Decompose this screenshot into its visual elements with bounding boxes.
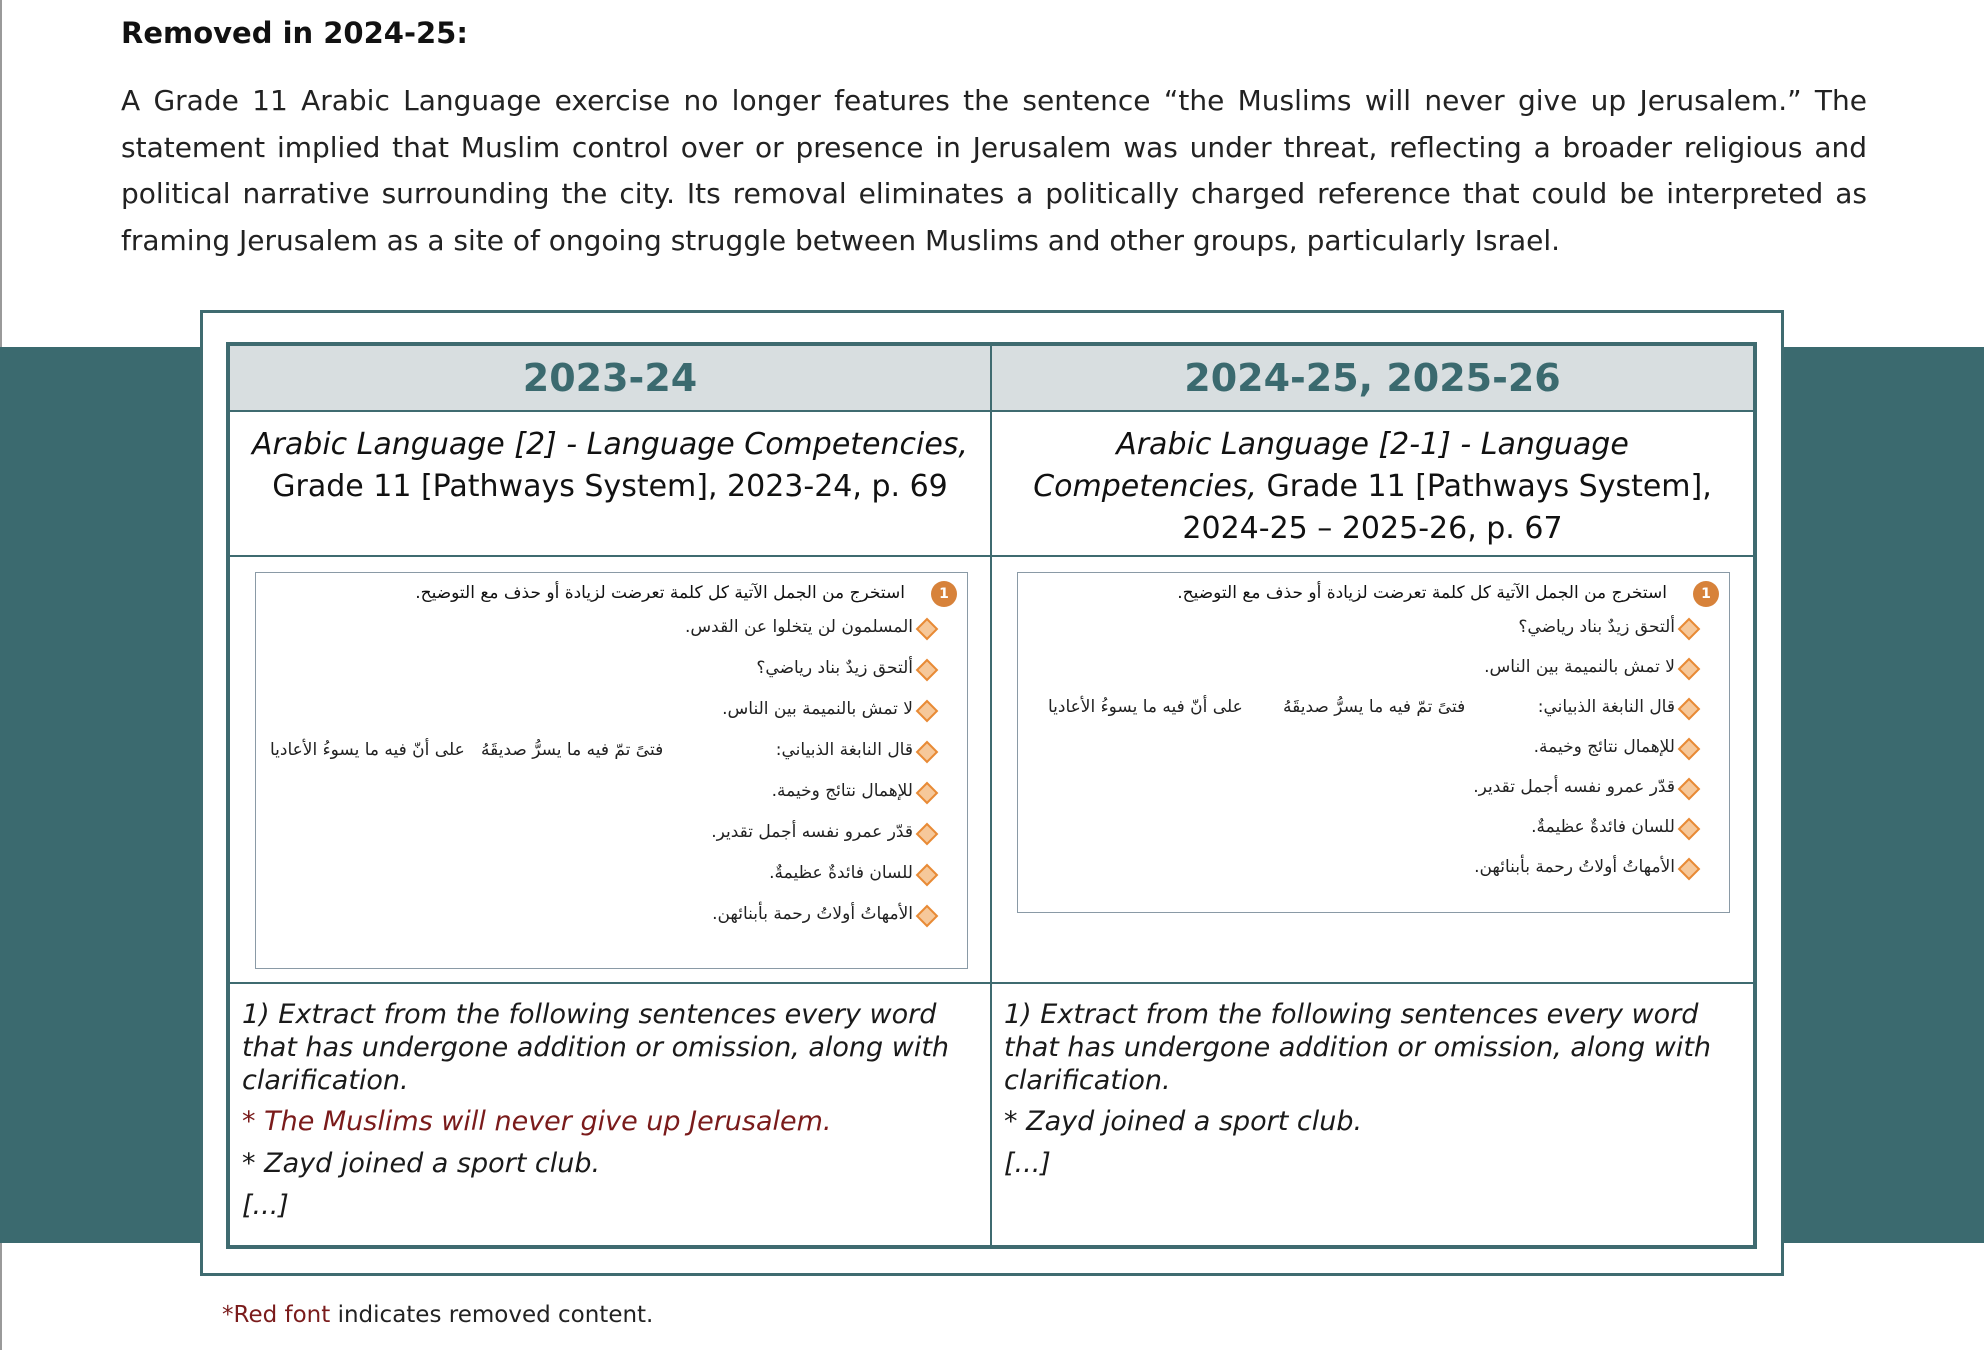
translation-line-left: * Zayd joined a sport club. (242, 1148, 601, 1179)
comparison-frame (200, 310, 1784, 1276)
ellipsis-right: [...] (1004, 1148, 1051, 1179)
excerpt-line: ألتحق زيدٌ بناد رياضي؟ (756, 658, 913, 678)
bullet-diamond-icon (916, 905, 939, 928)
bullet-diamond-icon (916, 741, 939, 764)
excerpt-line: للسان فائدةٌ عظيمةٌ. (769, 863, 913, 883)
excerpt-line: للإهمال نتائج وخيمة. (1533, 737, 1675, 757)
excerpt-line: قدّر عمرو نفسه أجمل تقدير. (1473, 777, 1675, 797)
bullet-diamond-icon (1678, 778, 1701, 801)
exercise-instruction: استخرج من الجمل الآتية كل كلمة تعرضت لزيادة أو حذف مع التوضيح. (1177, 583, 1667, 603)
comparison-table (226, 342, 1757, 1249)
bullet-diamond-icon (1678, 618, 1701, 641)
excerpt-line: ألتحق زيدٌ بناد رياضي؟ (1518, 617, 1675, 637)
translation-right (992, 984, 1753, 1245)
bullet-diamond-icon (916, 700, 939, 723)
excerpt-line: الأمهاتُ أولاتُ رحمة بأبنائهن. (1474, 857, 1675, 877)
translation-left (230, 984, 992, 1245)
excerpt-line: للسان فائدةٌ عظيمةٌ. (1531, 817, 1675, 837)
source-citation-left (230, 412, 992, 557)
source-detail-left: Grade 11 [Pathways System], 2023-24, p. 69 (272, 469, 948, 504)
excerpt-cell-left (230, 557, 992, 984)
bullet-diamond-icon (916, 864, 939, 887)
bullet-diamond-icon (1678, 738, 1701, 761)
footnote-text: indicates removed content. (330, 1302, 654, 1328)
textbook-excerpt-right (1017, 572, 1730, 913)
exercise-number-icon: 1 (1693, 581, 1719, 607)
excerpt-cell-right (992, 557, 1753, 984)
source-title-right: Arabic Language [2-1] - Language Competencies, (1033, 427, 1629, 504)
verse-second-half: على أنّ فيه ما يسوءُ الأعاديا (270, 740, 465, 760)
verse-first-half: فتىً تمّ فيه ما يسرُّ صديقَهُ (1283, 697, 1466, 717)
translation-line-right: * Zayd joined a sport club. (1004, 1106, 1363, 1137)
source-citation-right (992, 412, 1753, 557)
source-title-left: Arabic Language [2] - Language Competencies, (252, 427, 968, 462)
excerpt-line: قدّر عمرو نفسه أجمل تقدير. (711, 822, 913, 842)
footnote-red-label: *Red font (222, 1302, 331, 1328)
exercise-instruction: استخرج من الجمل الآتية كل كلمة تعرضت لزيادة أو حذف مع التوضيح. (415, 583, 905, 603)
excerpt-line: لا تمش بالنميمة بين الناس. (722, 699, 913, 719)
textbook-excerpt-left (255, 572, 968, 969)
footnote (222, 1302, 653, 1328)
source-detail-right: Grade 11 [Pathways System], 2024-25 – 2025-26, p. 67 (1182, 469, 1712, 546)
ellipsis-left: [...] (242, 1190, 289, 1221)
bullet-diamond-icon (1678, 698, 1701, 721)
excerpt-line: قال النابغة الذبياني: (1537, 697, 1675, 717)
translation-instruction-right: 1) Extract from the following sentences every word that has undergone addition or omission, along with clarification. (1004, 999, 1712, 1096)
bullet-diamond-icon (916, 659, 939, 682)
header-2024-26: 2024-25, 2025-26 (992, 346, 1753, 412)
intro-paragraph: A Grade 11 Arabic Language exercise no longer features the sentence “the Muslims will never give up Jerusalem.” The statement implied that Muslim control over or presence in Jerusalem was under threat, reflecting a broader religious and political narrative surrounding the city. Its removal eliminates a politically charged reference that could be interpreted as framing Jerusalem as a site of ongoing struggle between Muslims and other groups, particularly Israel. (121, 84, 1867, 257)
excerpt-line: للإهمال نتائج وخيمة. (771, 781, 913, 801)
removed-sentence: * The Muslims will never give up Jerusalem. (242, 1106, 832, 1137)
bullet-diamond-icon (916, 823, 939, 846)
exercise-number-icon: 1 (931, 581, 957, 607)
translation-instruction-left: 1) Extract from the following sentences every word that has undergone addition or omission, along with clarification. (242, 999, 950, 1096)
excerpt-line: لا تمش بالنميمة بين الناس. (1484, 657, 1675, 677)
bullet-diamond-icon (1678, 658, 1701, 681)
verse-second-half: على أنّ فيه ما يسوءُ الأعاديا (1048, 697, 1243, 717)
header-2023-24: 2023-24 (230, 346, 992, 412)
section-heading: Removed in 2024-25: (121, 16, 468, 50)
excerpt-line: الأمهاتُ أولاتُ رحمة بأبنائهن. (712, 904, 913, 924)
bullet-diamond-icon (1678, 858, 1701, 881)
verse-first-half: فتىً تمّ فيه ما يسرُّ صديقَهُ (481, 740, 664, 760)
excerpt-line: المسلمون لن يتخلوا عن القدس. (685, 617, 913, 637)
excerpt-line: قال النابغة الذبياني: (775, 740, 913, 760)
bullet-diamond-icon (916, 782, 939, 805)
bullet-diamond-icon (916, 618, 939, 641)
bullet-diamond-icon (1678, 818, 1701, 841)
